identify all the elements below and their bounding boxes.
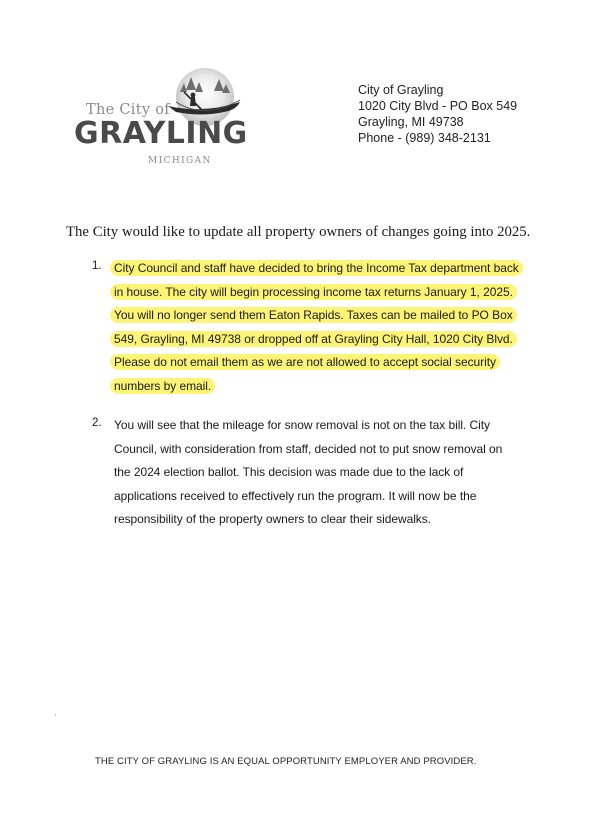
item-2-line: applications received to effectively run the program. It will now be the	[114, 488, 477, 503]
intro-statement: The City would like to update all property owners of changes going into 2025.	[66, 224, 531, 240]
item-2-line: responsibility of the property owners to clear their sidewalks.	[114, 512, 431, 526]
logo-grayling-text: GRAYLING	[74, 116, 248, 151]
equal-opportunity-footer: THE CITY OF GRAYLING IS AN EQUAL OPPORTUNITY EMPLOYER AND PROVIDER.	[95, 756, 477, 767]
item-1-line	[114, 378, 523, 402]
highlighted-text: in house. The city will begin processing income tax returns January 1, 2025.	[110, 284, 517, 300]
highlighted-text: 549, Grayling, MI 49738 or dropped off at Grayling City Hall, 1020 City Blvd.	[110, 331, 517, 347]
scan-speck	[55, 714, 56, 716]
item-1-line	[114, 307, 523, 331]
highlighted-text: City Council and staff have decided to bring the Income Tax department back	[110, 260, 523, 276]
list-item-number: 2.	[92, 417, 102, 429]
list-item-number: 1.	[92, 260, 102, 272]
item-1-line	[114, 354, 523, 378]
item-1-line	[114, 284, 523, 308]
item-1-line	[114, 260, 523, 284]
city-address-block	[358, 82, 517, 146]
address-line-1: City of Grayling	[358, 83, 444, 97]
address-line-2: 1020 City Blvd - PO Box 549	[358, 99, 518, 113]
highlighted-text: Please do not email them as we are not allowed to accept social security	[110, 354, 500, 370]
address-line-3: Grayling, MI 49738	[358, 115, 464, 129]
logo-the-city-text: The City of	[86, 102, 170, 118]
item-2-line: Council, with consideration from staff, decided not to put snow removal on	[114, 441, 503, 456]
item-2-line: You will see that the mileage for snow removal is not on the tax bill. City	[114, 418, 490, 432]
item-2-line: the 2024 election ballot. This decision was made due to the lack of	[114, 465, 464, 479]
highlighted-text: numbers by email.	[110, 378, 215, 394]
logo-michigan-text: MICHIGAN	[148, 156, 212, 166]
address-phone: Phone - (989) 348-2131	[358, 131, 491, 145]
city-logo	[64, 62, 264, 174]
item-1-line	[114, 331, 523, 355]
highlighted-text: You will no longer send them Eaton Rapids. Taxes can be mailed to PO Box	[110, 307, 517, 323]
